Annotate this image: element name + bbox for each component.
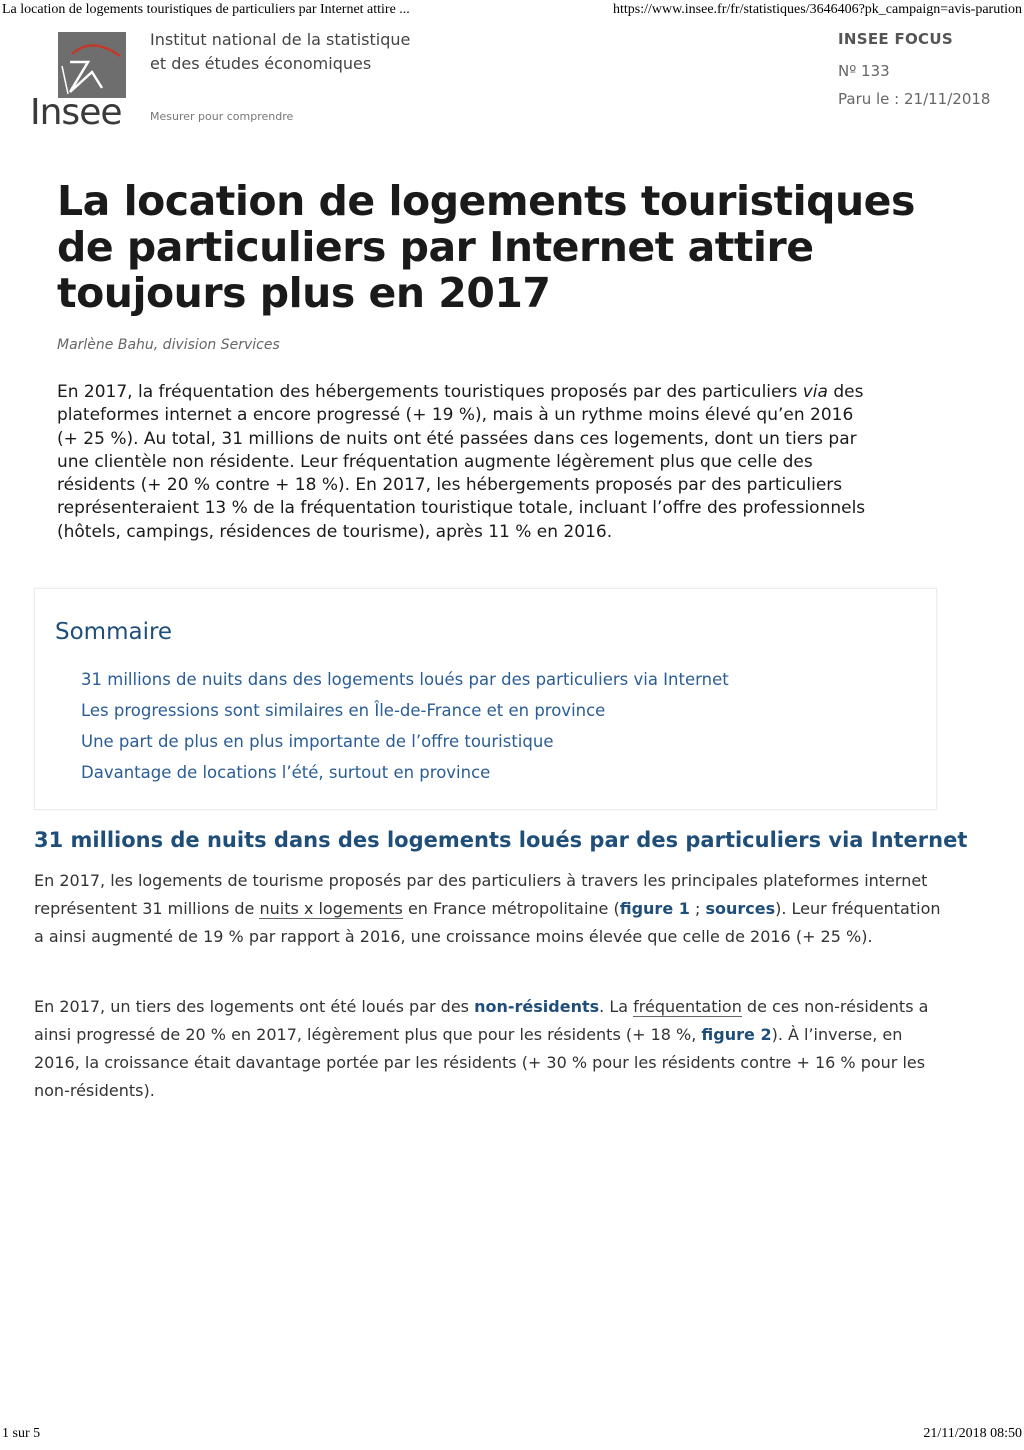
p1-text-a: En 2017, les logements de tourisme proposés par des particuliers à travers les principales plateformes internet représentent 31 millions de: [34, 871, 928, 918]
insee-logo-icon: [58, 32, 126, 98]
figure-1-link[interactable]: figure 1: [619, 899, 690, 918]
p1-text-b: en France métropolitaine (: [402, 899, 620, 918]
sources-link[interactable]: sources: [705, 899, 776, 918]
collection-name: INSEE FOCUS: [838, 30, 953, 48]
p1-text-c: ;: [689, 899, 706, 918]
print-header-url[interactable]: https://www.insee.fr/fr/statistiques/3646406?pk_campaign=avis-parution: [612, 2, 1022, 17]
summary-box: [34, 588, 937, 810]
p2-text-b: . La: [599, 997, 634, 1016]
figure-2-link[interactable]: figure 2: [701, 1025, 772, 1044]
lead-text-2: des plateformes internet a encore progressé (+ 19 %), mais à un rythme moins élevé qu’en 2016 (+ 25 %). Au total, 31 millions de nuits ont été passées dans ces logements, dont un tiers par une clientèle non résidente. Leur fréquentation augmente légèrement plus que celle des résidents (+ 20 % contre + 18 %). En 2017, les hébergements proposés par des particuliers représenteraient 13 % de la fréquentation touristique totale, incluant l’offre des professionnels (hôtels, campings, résidences de tourisme), après 11 % en 2016.: [57, 382, 866, 542]
p2-text-d: ). À l’inverse, en 2016, la croissance était davantage portée par les résidents (+ 30 % pour les résidents contre + 16 % pour les non-résidents).: [34, 1025, 926, 1100]
p1-text-d: ). Leur fréquentation a ainsi augmenté de 19 % par rapport à 2016, une croissance moins élevée que celle de 2016 (+ 25 %).: [34, 899, 941, 946]
publication-number: Nº 133: [838, 62, 890, 80]
institute-name: [150, 28, 410, 76]
p2-text-c: de ces non-résidents a ainsi progressé de 20 % en 2017, légèrement plus que pour les résidents (+ 18 %,: [34, 997, 929, 1044]
print-footer-page: 1 sur 5: [2, 1426, 41, 1441]
institute-line-1: Institut national de la statistique: [150, 30, 411, 49]
page-title: La location de logements touristiques de particuliers par Internet attire toujours plus en 2017: [57, 177, 915, 317]
lead-via: via: [802, 382, 828, 402]
print-footer-datetime: 21/11/2018 08:50: [923, 1426, 1022, 1441]
insee-logo[interactable]: [30, 30, 130, 133]
lead-text-1: En 2017, la fréquentation des hébergements touristiques proposés par des particuliers: [57, 382, 803, 402]
non-residents-link[interactable]: non-résidents: [474, 997, 600, 1016]
section-1-title: 31 millions de nuits dans des logements loués par des particuliers via Internet: [34, 828, 968, 852]
insee-logo-word: Insee: [30, 92, 122, 133]
institute-line-2: et des études économiques: [150, 54, 372, 73]
glossary-link-nuits-logements[interactable]: nuits x logements: [259, 899, 403, 918]
article-lead: [57, 381, 877, 544]
publication-meta: [838, 30, 990, 108]
print-footer: [0, 1426, 1024, 1444]
print-header-title: La location de logements touristiques de particuliers par Internet attire ...: [2, 2, 410, 17]
section-1-paragraph-1: [34, 867, 944, 951]
summary-title: Sommaire: [55, 619, 173, 645]
summary-link-2[interactable]: Les progressions sont similaires en Île-de-France et en province: [81, 701, 606, 720]
publication-date: Paru le : 21/11/2018: [838, 90, 991, 108]
summary-link-1[interactable]: 31 millions de nuits dans des logements loués par des particuliers via Internet: [81, 670, 729, 689]
glossary-link-frequentation[interactable]: fréquentation: [633, 997, 742, 1016]
p2-text-a: En 2017, un tiers des logements ont été loués par des: [34, 997, 475, 1016]
article-author: Marlène Bahu, division Services: [57, 337, 280, 353]
section-1-paragraph-2: [34, 993, 944, 1105]
summary-link-3[interactable]: Une part de plus en plus importante de l’offre touristique: [81, 732, 554, 751]
institute-tagline: Mesurer pour comprendre: [150, 110, 294, 123]
summary-link-4[interactable]: Davantage de locations l’été, surtout en province: [81, 763, 491, 782]
print-header: [0, 2, 1024, 22]
summary-list: [81, 664, 729, 788]
